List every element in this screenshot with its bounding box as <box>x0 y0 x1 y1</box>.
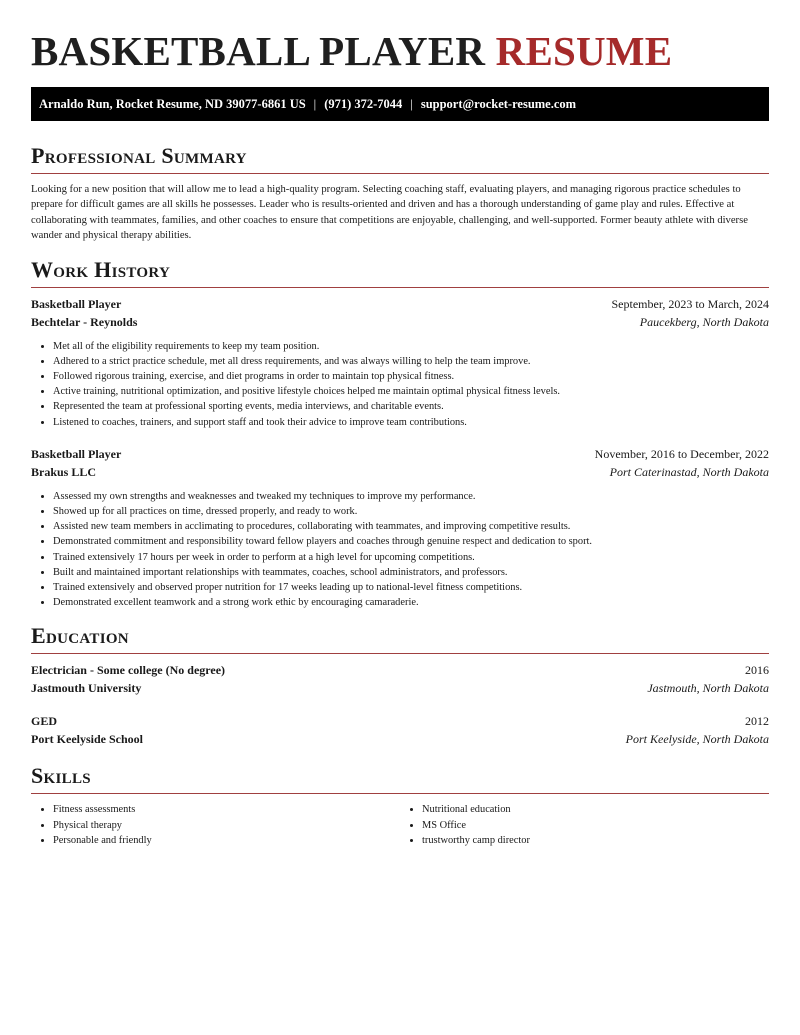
education-section <box>31 623 769 748</box>
duty-item: • Met all of the eligibility requirements to keep my team position. <box>53 339 769 354</box>
skills-list-right <box>400 802 769 848</box>
duty-item: • Assisted new team members in acclimating to procedures, collaborating with teammates, and improving competitive results. <box>53 519 769 534</box>
skills-list-left <box>31 802 400 848</box>
education-location: Jastmouth, North Dakota <box>647 681 769 696</box>
duty-item: • Assessed my own strengths and weaknesses and tweaked my techniques to improve my performance. <box>53 489 769 504</box>
duty-item: • Active training, nutritional optimization, and positive lifestyle choices helped me maintain optimal physical fitness levels. <box>53 384 769 399</box>
duty-item: • Followed rigorous training, exercise, and diet programs in order to maintain top physical fitness. <box>53 369 769 384</box>
summary-text: Looking for a new position that will allow me to lead a high-quality program. Selecting coaching staff, evaluating players, and managing rigorous practice schedules to prepare for difficult games are all skills he possesses. Leader who is results-oriented and driven and has a thorough understanding of game play and rules. Effective at collaborating with teammates, families, and other coaches to ensure that competitions are enjoyable, challenging, and well-supported. Former beauty athlete with diverse wander and physical therapy abilities. <box>31 184 748 242</box>
contact-separator: | <box>313 97 317 111</box>
education-school: Jastmouth University <box>31 681 142 696</box>
job-company: Bechtelar - Reynolds <box>31 314 138 329</box>
skill-item: • trustworthy camp director <box>422 833 769 848</box>
education-location: Port Keelyside, North Dakota <box>625 732 769 747</box>
job-location: Paucekberg, North Dakota <box>639 314 769 329</box>
duty-item: • Represented the team at professional sporting events, media interviews, and charitable events. <box>53 399 769 414</box>
education-degree: Electrician - Some college (No degree) <box>31 663 226 678</box>
duty-item: • Trained extensively and observed proper nutrition for 17 weeks leading up to national-level fitness competitions. <box>53 580 769 595</box>
skill-item: • MS Office <box>422 818 769 833</box>
title-accent: RESUME <box>495 28 673 74</box>
contact-email: support@rocket-resume.com <box>420 97 577 111</box>
education-entry <box>31 712 769 748</box>
skill-item: • Nutritional education <box>422 802 769 817</box>
duty-item: • Adhered to a strict practice schedule, met all dress requirements, and was always willing to help the team improve. <box>53 354 769 369</box>
skill-item: • Fitness assessments <box>53 802 400 817</box>
education-degree: GED <box>31 714 58 729</box>
duty-item: • Trained extensively 17 hours per week in order to perform at a high level for upcoming competitions. <box>53 550 769 565</box>
job-location: Port Caterinastad, North Dakota <box>609 464 769 479</box>
education-year: 2016 <box>745 663 769 678</box>
title-main: BASKETBALL PLAYER <box>31 28 486 74</box>
resume-page <box>31 0 769 848</box>
education-entry <box>31 661 769 697</box>
education-heading: Education <box>31 623 769 654</box>
education-school: Port Keelyside School <box>31 732 143 747</box>
job-dates: November, 2016 to December, 2022 <box>594 446 769 461</box>
skills-heading: Skills <box>31 763 769 794</box>
contact-bar <box>31 87 769 121</box>
contact-separator: | <box>410 97 413 111</box>
skill-item: • Physical therapy <box>53 818 400 833</box>
skills-columns <box>31 802 769 848</box>
job-title: Basketball Player <box>31 446 122 461</box>
education-year: 2012 <box>745 714 769 729</box>
duty-item: • Listened to coaches, trainers, and support staff and took their advice to improve team contributions. <box>53 415 769 430</box>
job-company: Brakus LLC <box>31 464 97 479</box>
contact-phone: (971) 372-7044 <box>324 97 403 111</box>
skills-section <box>31 763 769 848</box>
summary-section <box>31 143 769 244</box>
contact-address: Arnaldo Run, Rocket Resume, ND 39077-6861 US <box>39 97 306 111</box>
job-entry <box>31 295 769 430</box>
duty-item: • Showed up for all practices on time, dressed properly, and ready to work. <box>53 504 769 519</box>
job-dates: September, 2023 to March, 2024 <box>611 296 769 311</box>
resume-title <box>31 28 769 74</box>
job-entry <box>31 445 769 611</box>
skill-item: • Personable and friendly <box>53 833 400 848</box>
summary-heading: Professional Summary <box>31 143 769 174</box>
job-duties <box>31 339 769 430</box>
duty-item: • Demonstrated commitment and responsibility toward fellow players and coaches through genuine respect and dedication to sport. <box>53 534 769 549</box>
job-duties <box>31 489 769 611</box>
job-title: Basketball Player <box>31 296 122 311</box>
work-section <box>31 257 769 611</box>
duty-item: • Built and maintained important relationships with teammates, coaches, school administrators, and professors. <box>53 565 769 580</box>
duty-item: • Demonstrated excellent teamwork and a strong work ethic by encouraging camaraderie. <box>53 595 769 610</box>
work-heading: Work History <box>31 257 769 288</box>
